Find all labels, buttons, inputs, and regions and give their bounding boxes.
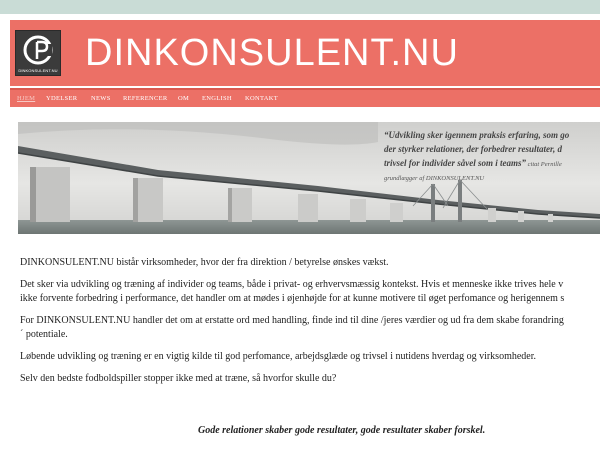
paragraph-line: ´ potentiale. — [20, 329, 68, 340]
logo-caption: DINKONSULENT.NU — [18, 68, 58, 73]
paragraph-line: Det sker via udvikling og træning af individer og teams, både i privat- og erhvervsmæssig kontekst. Hvis et menneske ikke trives hele v — [20, 279, 564, 290]
nav-item-hjem[interactable]: HJEM — [17, 95, 36, 102]
paragraph-line: For DINKONSULENT.NU handler det om at erstatte ord med handling, finde ind til dine /jeres værdier og ud fra dem skabe forandring — [20, 315, 564, 326]
quote-text: trivsel for individer såvel som i teams” — [384, 158, 526, 168]
training-paragraph — [20, 350, 600, 364]
cp-logo-icon — [22, 34, 54, 66]
paragraph-line: DINKONSULENT.NU bistår virksomheder, hvor der fra direktion / betyrelse ønskes vækst. — [20, 257, 389, 268]
quote-founder: grundlægger af DINKONSULENT.NU — [384, 175, 485, 182]
paragraph-line: Selv den bedste fodboldspiller stopper ikke med at træne, så hvorfor skulle du? — [20, 373, 337, 384]
nav-item-news[interactable]: NEWS — [91, 95, 111, 102]
paragraph-line: Løbende udvikling og træning er en vigtig kilde til god perfomance, arbejdsglæde og trivsel i nutidens hverdag og virksomheder. — [20, 351, 537, 362]
nav-item-kontakt[interactable]: KONTAKT — [245, 95, 278, 102]
main-content — [20, 256, 600, 394]
motto-text: Gode relationer skaber gode resultater, gode resultater skaber forskel. — [198, 425, 486, 436]
nav-item-ydelser[interactable]: YDELSER — [46, 95, 78, 102]
method-paragraph — [20, 278, 600, 306]
quote-attribution: citat Pernille — [526, 161, 562, 168]
paragraph-line: ikke forvente forbedring i performance, det handler om at mødes i øjenhøjde for at kunne motivere til øget perfomance og herigennem s — [20, 293, 565, 304]
nav-item-referencer[interactable]: REFERENCER — [123, 95, 168, 102]
quote-line: “Udvikling sker igennem praksis erfaring, som go — [384, 130, 570, 140]
hero-banner — [18, 122, 600, 234]
values-paragraph — [20, 314, 600, 342]
top-strip — [0, 0, 600, 14]
banner-quote — [384, 128, 600, 186]
site-header — [10, 20, 600, 86]
nav-item-english[interactable]: ENGLISH — [202, 95, 232, 102]
intro-paragraph — [20, 256, 600, 270]
quote-line — [384, 156, 600, 172]
football-paragraph — [20, 372, 600, 386]
main-nav — [10, 88, 600, 107]
site-title: DINKONSULENT.NU — [85, 32, 459, 74]
nav-item-om[interactable]: OM — [178, 95, 190, 102]
site-logo[interactable] — [15, 30, 61, 76]
quote-line: der styrker relationer, der forbedrer resultater, d — [384, 144, 562, 154]
